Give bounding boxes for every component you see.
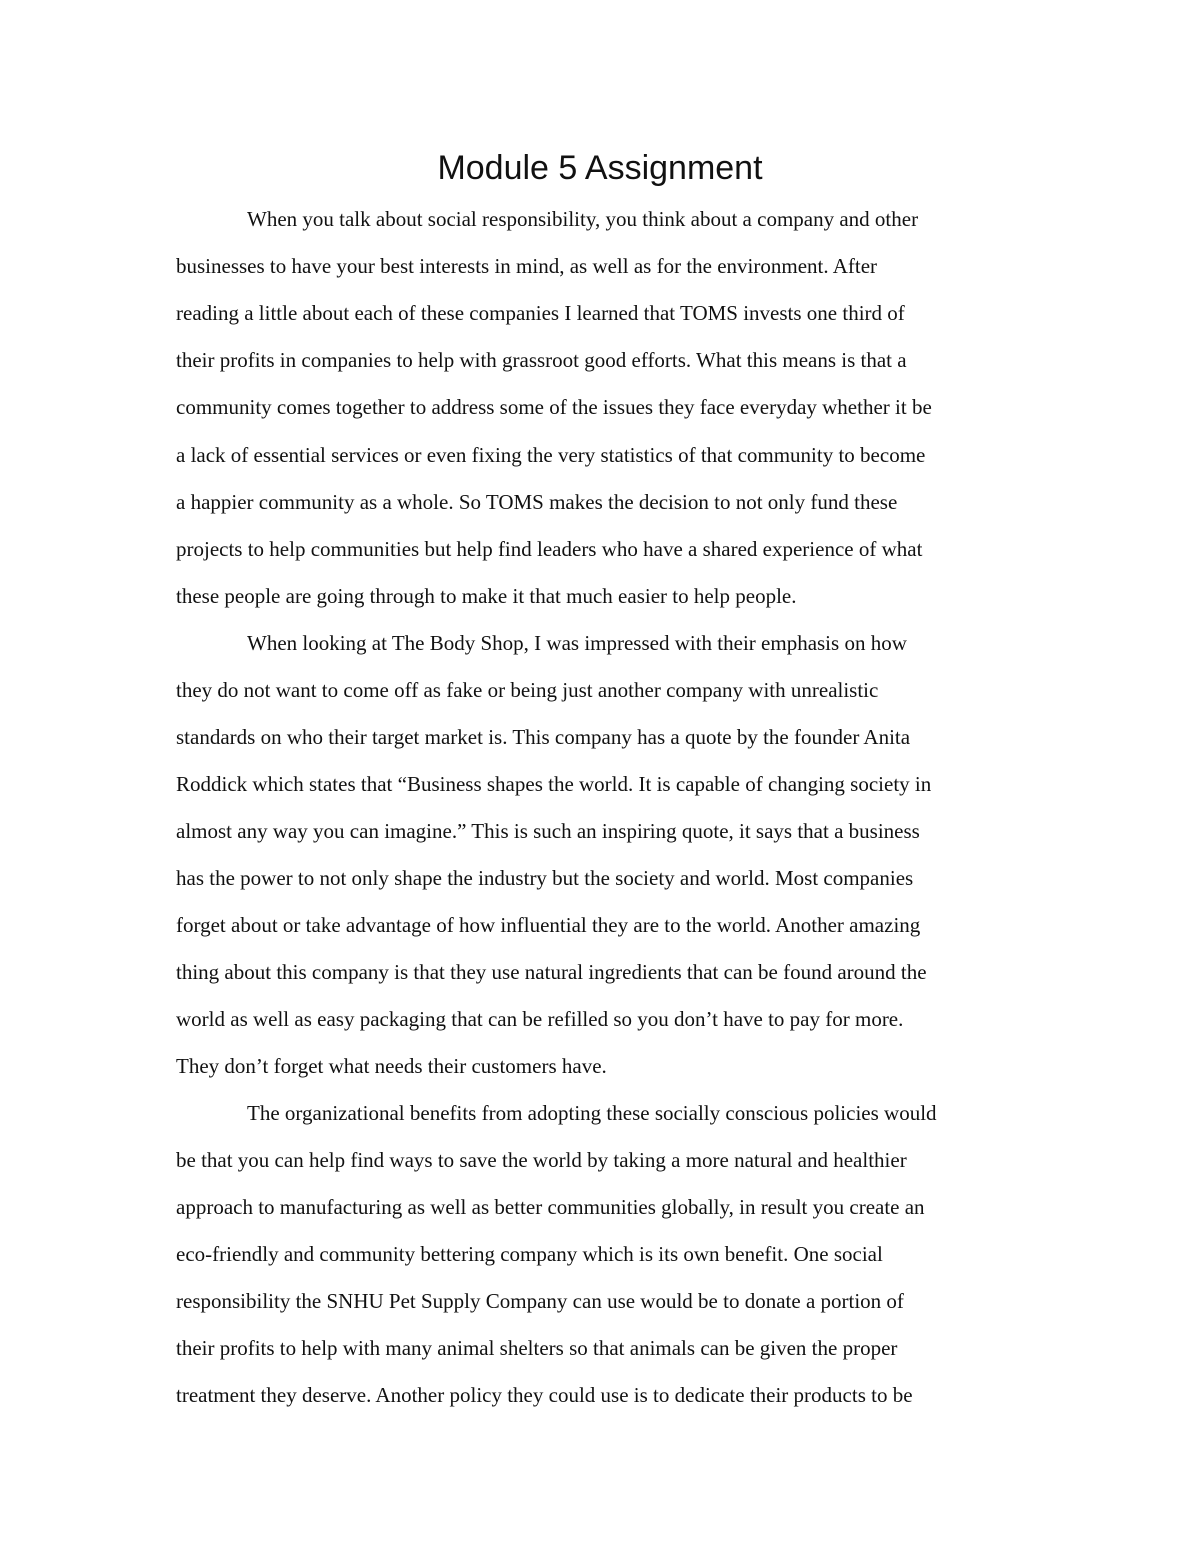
text-line: forget about or take advantage of how influential they are to the world. Another amazing [176, 913, 921, 937]
text-line: approach to manufacturing as well as better communities globally, in result you create an [176, 1195, 925, 1219]
text-line: projects to help communities but help find leaders who have a shared experience of what [176, 537, 923, 561]
text-line: they do not want to come off as fake or being just another company with unrealistic [176, 678, 879, 702]
text-line: The organizational benefits from adopting these socially conscious policies would [247, 1101, 937, 1125]
text-line: almost any way you can imagine.” This is such an inspiring quote, it says that a business [176, 819, 920, 843]
text-line: has the power to not only shape the industry but the society and world. Most companies [176, 866, 914, 890]
text-line: world as well as easy packaging that can be refilled so you don’t have to pay for more. [176, 1007, 904, 1031]
text-line: community comes together to address some of the issues they face everyday whether it be [176, 395, 932, 419]
text-line: When looking at The Body Shop, I was impressed with their emphasis on how [247, 631, 907, 655]
text-line: a happier community as a whole. So TOMS makes the decision to not only fund these [176, 490, 898, 514]
text-line: reading a little about each of these companies I learned that TOMS invests one third of [176, 301, 905, 325]
text-line: Roddick which states that “Business shapes the world. It is capable of changing society in [176, 772, 932, 796]
text-line: They don’t forget what needs their customers have. [176, 1054, 607, 1078]
text-line: these people are going through to make it that much easier to help people. [176, 584, 797, 608]
text-line: thing about this company is that they use natural ingredients that can be found around the [176, 960, 927, 984]
text-line: responsibility the SNHU Pet Supply Company can use would be to donate a portion of [176, 1289, 904, 1313]
text-line: their profits to help with many animal shelters so that animals can be given the proper [176, 1336, 898, 1360]
text-line: businesses to have your best interests in mind, as well as for the environment. After [176, 254, 878, 278]
text-line: eco-friendly and community bettering company which is its own benefit. One social [176, 1242, 883, 1266]
text-line: standards on who their target market is. This company has a quote by the founder Anita [176, 725, 911, 749]
document-title: Module 5 Assignment [437, 149, 763, 187]
text-line: a lack of essential services or even fixing the very statistics of that community to become [176, 443, 926, 467]
text-line: When you talk about social responsibility, you think about a company and other [247, 207, 919, 231]
text-line: treatment they deserve. Another policy they could use is to dedicate their products to be [176, 1383, 913, 1407]
text-line: be that you can help find ways to save the world by taking a more natural and healthier [176, 1148, 907, 1172]
text-line: their profits in companies to help with grassroot good efforts. What this means is that a [176, 348, 907, 372]
